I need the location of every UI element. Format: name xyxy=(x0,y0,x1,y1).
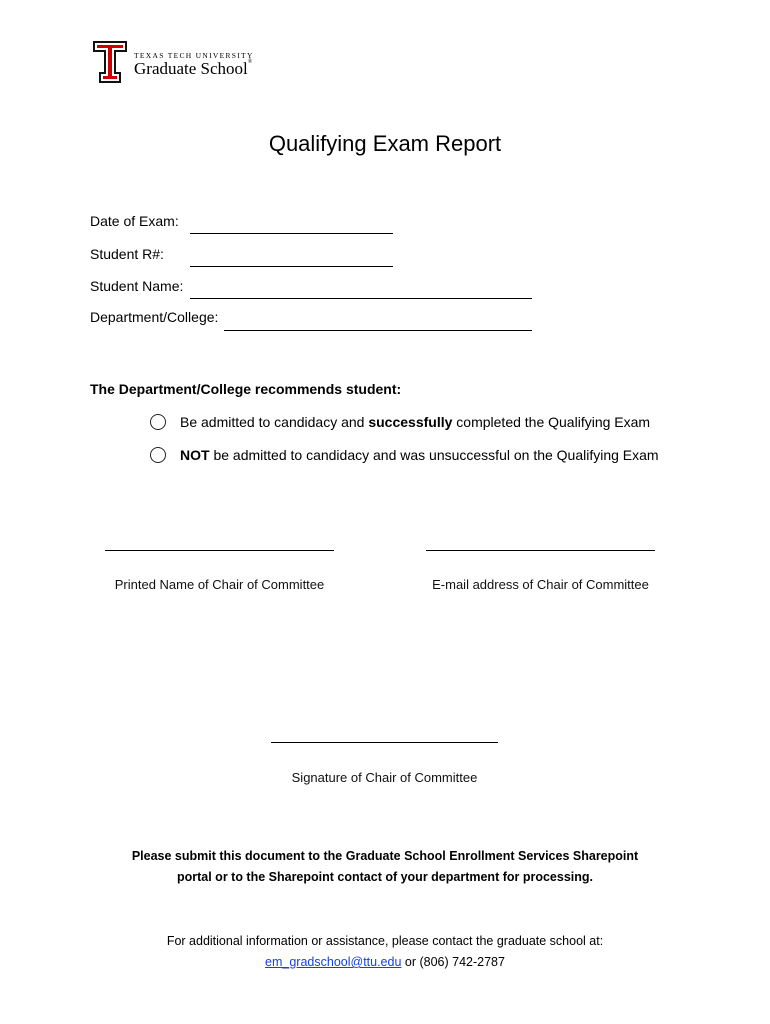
contact-line-2 xyxy=(0,952,770,973)
university-name: TEXAS TECH UNIVERSITY xyxy=(134,51,254,60)
chair-name-field[interactable] xyxy=(105,550,334,551)
contact-info xyxy=(0,931,770,973)
radio-admitted[interactable] xyxy=(150,414,166,430)
field-label-student-r: Student R#: xyxy=(90,246,164,262)
contact-line-1: For additional information or assistance, please contact the graduate school at: xyxy=(166,934,604,948)
date-of-exam-field[interactable] xyxy=(190,233,393,234)
chair-signature-caption: Signature of Chair of Committee xyxy=(291,770,478,785)
option-not-admitted-label: NOT be admitted to candidacy and was unsuccessful on the Qualifying Exam xyxy=(180,447,659,463)
field-label-date-of-exam: Date of Exam: xyxy=(90,213,179,229)
student-name-field[interactable] xyxy=(190,298,532,299)
recommendation-heading: The Department/College recommends student: xyxy=(90,381,402,397)
school-name: Graduate School® xyxy=(134,59,253,78)
phone-number: (806) 742-2787 xyxy=(419,955,505,969)
submit-note-line-2: portal or to the Sharepoint contact of your department for processing. xyxy=(176,870,593,884)
department-college-field[interactable] xyxy=(224,330,532,331)
option-admitted-label: Be admitted to candidacy and successfully completed the Qualifying Exam xyxy=(180,414,651,430)
submit-note-line-1: Please submit this document to the Graduate School Enrollment Services Sharepoint xyxy=(131,849,639,863)
student-r-field[interactable] xyxy=(190,266,393,267)
chair-name-caption: Printed Name of Chair of Committee xyxy=(114,577,325,592)
email-link[interactable]: em_gradschool@ttu.edu xyxy=(265,955,402,969)
submit-note xyxy=(0,846,770,888)
contact-separator: or xyxy=(401,955,420,969)
chair-signature-field[interactable] xyxy=(271,742,498,743)
page-title: Qualifying Exam Report xyxy=(268,131,502,156)
field-label-student-name: Student Name: xyxy=(90,278,184,294)
field-label-department-college: Department/College: xyxy=(90,309,219,325)
university-logo xyxy=(92,40,272,86)
trademark-symbol: ® xyxy=(247,59,253,65)
radio-not-admitted[interactable] xyxy=(150,447,166,463)
chair-email-field[interactable] xyxy=(426,550,655,551)
chair-email-caption: E-mail address of Chair of Committee xyxy=(432,577,649,592)
double-t-logo-icon xyxy=(92,40,128,84)
